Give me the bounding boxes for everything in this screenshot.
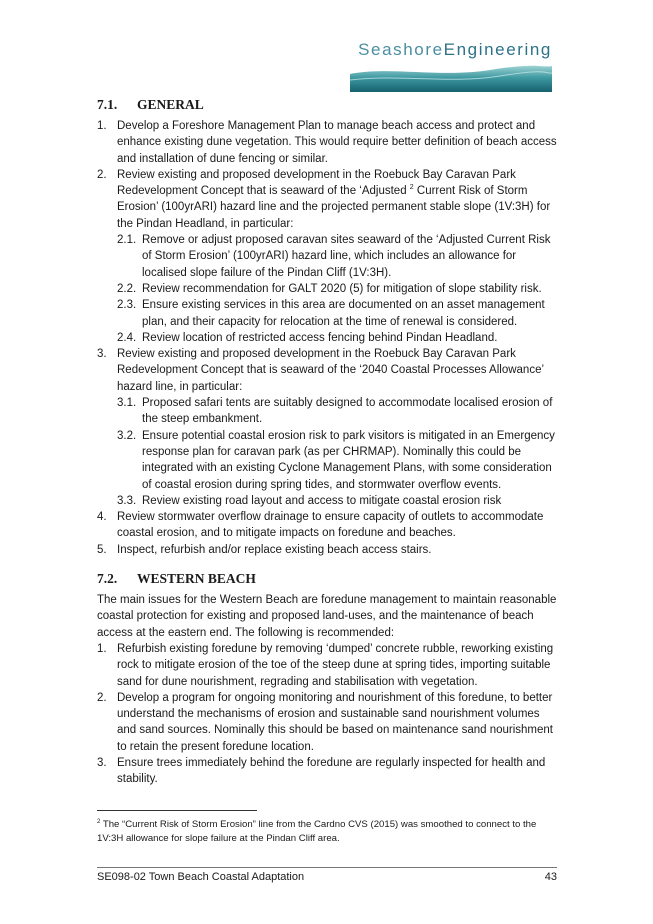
item-number: 2.: [97, 168, 107, 181]
sublist-item: [117, 428, 557, 493]
item-text: Review existing and proposed development in the Roebuck Bay Caravan Park Redevelopment Concept that is seaward of the ‘2040 Coastal Processes Allowance’ hazard line, in particular:: [117, 348, 544, 393]
item-text: Develop a program for ongoing monitoring and nourishment of this foredune, to better understand the mechanisms of erosion and sustainable sand nourishment volumes and sand sources. Nominally this should be based on maintenance sand nourishment to retain the present foredune location.: [117, 691, 553, 753]
page-footer: [97, 871, 557, 883]
item-text: Review stormwater overflow drainage to ensure capacity of outlets to accommodate coastal erosion, and to mitigate impacts on foredune and beaches.: [117, 511, 544, 540]
western-beach-list: [97, 641, 557, 788]
sublist-item: [117, 493, 557, 509]
list-item: [97, 755, 557, 788]
item-number: 3.: [97, 756, 107, 769]
list-item: [97, 542, 557, 558]
item-text: Review existing and proposed development in the Roebuck Bay Caravan Park Redevelopment Concept that is seaward of the ‘Adjusted: [117, 168, 516, 198]
item-text: Develop a Foreshore Management Plan to manage beach access and protect and enhance existing dune vegetation. This would require better definition of beach access and installation of dune fencing or similar.: [117, 120, 557, 165]
list-item: [97, 167, 557, 346]
item-text: Ensure trees immediately behind the foredune are regularly inspected for health and stability.: [117, 756, 546, 786]
subitem-text: Review location of restricted access fencing behind Pindan Headland.: [142, 331, 498, 344]
item-number: 5.: [97, 543, 107, 556]
general-list: [97, 118, 557, 558]
subitem-text: Proposed safari tents are suitably designed to accommodate localised erosion of the steep embankment.: [142, 397, 553, 426]
item-text-continued: Current Risk of Storm Erosion’ (100yrARI) hazard line and the projected permanent stable slope (1V:3H) for the Pindan Headland, in particular:: [117, 185, 551, 230]
section-intro: The main issues for the Western Beach are foredune management to maintain reasonable coastal protection for existing and proposed land-uses, and the maintenance of beach access at the eastern end. The following is recommended:: [97, 594, 557, 639]
subitem-number: 3.1.: [117, 397, 137, 410]
footnote-text: The “Current Risk of Storm Erosion” line from the Cardno CVS (2015) was smoothed to connect to the 1V:3H allowance for slope failure at the Pindan Cliff area.: [97, 819, 537, 844]
page-number: 43: [544, 871, 557, 883]
section-title: WESTERN BEACH: [137, 571, 256, 587]
logo-word-1: Seashore: [358, 40, 444, 59]
footnote-divider: [97, 810, 257, 811]
logo-word-2: Engineering: [443, 40, 552, 59]
subitem-text: Review recommendation for GALT 2020 (5) for mitigation of slope stability risk.: [142, 282, 542, 295]
document-title: SE098-02 Town Beach Coastal Adaptation: [97, 871, 305, 883]
item-number: 1.: [97, 642, 107, 655]
item-text: Refurbish existing foredune by removing ‘dumped’ concrete rubble, reworking existing rock to mitigate erosion of the toe of the steep dune at spring tides, importing suitable sand for dune nourishment, regrading and stabilisation with vegetation.: [117, 642, 554, 688]
list-item: [97, 118, 557, 167]
section-title: GENERAL: [137, 97, 204, 112]
subitem-number: 3.3.: [117, 494, 137, 507]
footer-divider: [97, 867, 557, 868]
section-number: 7.2.: [97, 571, 118, 587]
western-beach-section: [97, 570, 557, 788]
footnote-ref: 2: [409, 184, 414, 192]
subitem-text: Review existing road layout and access to mitigate coastal erosion risk: [142, 494, 502, 507]
item-number: 3.: [97, 348, 107, 361]
subitem-number: 2.1.: [117, 234, 137, 247]
sublist: [117, 395, 557, 509]
subitem-text: Ensure existing services in this area are documented on an asset management plan, and their capacity for relocation at the time of renewal is considered.: [142, 299, 545, 328]
subitem-number: 2.4.: [117, 331, 137, 344]
list-item: [97, 346, 557, 509]
list-item: [97, 690, 557, 755]
subitem-text: Remove or adjust proposed caravan sites seaward of the ‘Adjusted Current Risk of Storm Erosion’ (100yrARI) hazard line, which includes an allowance for localised slope failure of the Pindan Cliff (1V:3H).: [142, 234, 551, 279]
company-logo: [350, 40, 552, 92]
section-number: 7.1.: [97, 97, 118, 112]
subitem-number: 3.2.: [117, 429, 137, 442]
sublist-item: [117, 232, 557, 281]
sublist-item: [117, 395, 557, 428]
footnote-marker: 2: [97, 819, 101, 825]
logo-wave-graphic: [350, 64, 552, 92]
subitem-text: Ensure potential coastal erosion risk to park visitors is mitigated in an Emergency response plan for caravan park (as per CHRMAP). Nominally this could be integrated with an existing Cyclone Management Plans, with some consideration of coastal erosion during spring tides, and stormwater overflow events.: [142, 429, 555, 491]
main-content: [97, 96, 557, 788]
sublist-item: [117, 297, 557, 330]
sublist: [117, 232, 557, 346]
section-heading-western-beach: [97, 570, 557, 588]
section-heading-general: [97, 96, 557, 114]
item-number: 4.: [97, 511, 107, 524]
sublist-item: [117, 281, 557, 297]
sublist-item: [117, 330, 557, 346]
item-text: Inspect, refurbish and/or replace existing beach access stairs.: [117, 543, 432, 556]
list-item: [97, 509, 557, 542]
list-item: [97, 641, 557, 690]
footnote: [97, 818, 557, 846]
item-number: 2.: [97, 691, 107, 704]
item-number: 1.: [97, 120, 107, 132]
logo-text: [358, 40, 552, 60]
subitem-number: 2.3.: [117, 299, 137, 312]
subitem-number: 2.2.: [117, 282, 137, 295]
